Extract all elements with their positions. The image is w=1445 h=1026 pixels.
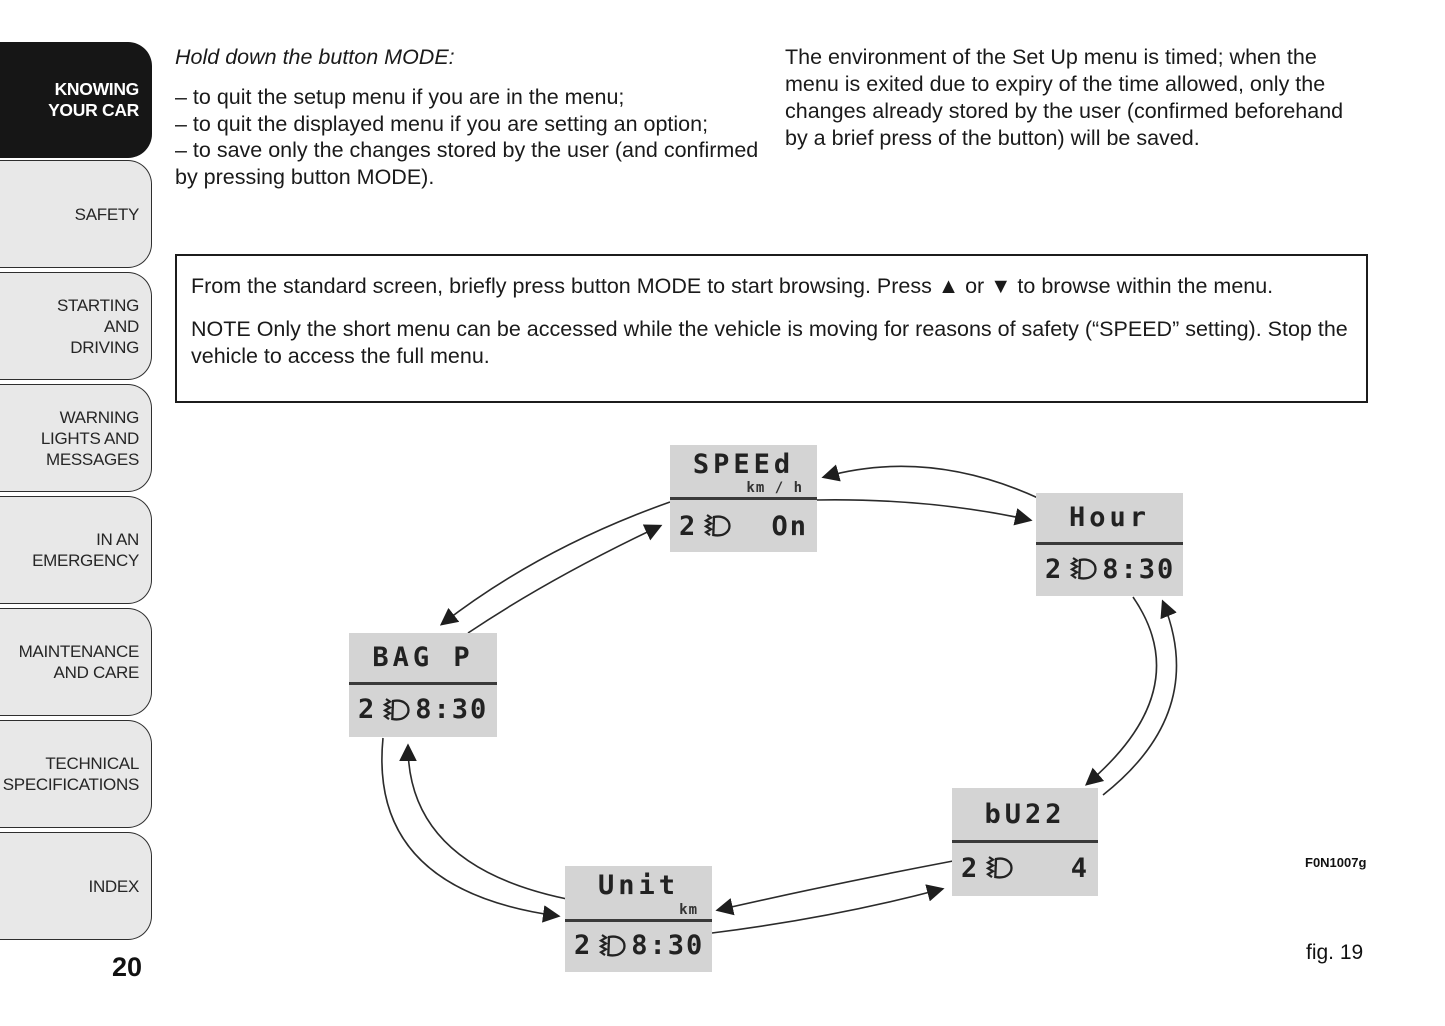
tab-label-line: WARNING: [59, 407, 139, 427]
display-title: Unit: [597, 870, 680, 901]
note-paragraph: NOTE Only the short menu can be accessed while the vehicle is moving for reasons of safety (“SPEED” setting). Stop the vehicle to access the full menu.: [191, 316, 1348, 368]
figure-label: fig. 19: [1306, 941, 1364, 964]
display-speed: [670, 445, 817, 552]
display-title-row: [670, 445, 817, 500]
tab-label-line: MAINTENANCE: [18, 642, 139, 661]
tab-label-line: AND: [104, 316, 139, 336]
display-title: bU22: [984, 798, 1066, 830]
tab-label-line: DRIVING: [70, 337, 139, 357]
dipped-beam-headlight-icon: [983, 854, 1015, 882]
tab-label-line: KNOWING: [54, 79, 139, 99]
beam-level-value: 2: [358, 694, 377, 725]
display-bag-p: [349, 633, 497, 737]
sidebar-tab-warning-lights-and-messages[interactable]: [0, 384, 152, 492]
tab-label-line: YOUR CAR: [48, 100, 139, 120]
display-value: 8:30: [1102, 553, 1176, 585]
sidebar-tab-maintenance-and-care[interactable]: [0, 608, 152, 716]
beam-level-value: 2: [679, 510, 698, 542]
tab-label-line: EMERGENCY: [32, 551, 139, 570]
display-value: On: [771, 510, 808, 542]
display-unit-label: km: [679, 902, 698, 918]
left-text-column: [175, 44, 760, 190]
beam-level-value: 2: [1045, 553, 1064, 585]
display-unit-label: km / h: [746, 480, 803, 496]
sidebar-tab-in-an-emergency[interactable]: [0, 496, 152, 604]
display-title-row: [952, 788, 1098, 843]
dipped-beam-headlight-icon: [596, 932, 628, 960]
page-number: 20: [111, 952, 142, 982]
tab-label-line: STARTING: [57, 295, 139, 315]
sidebar-tab-technical-specifications[interactable]: [0, 720, 152, 828]
right-text-column: [785, 44, 1357, 152]
tab-label-line: MESSAGES: [45, 449, 139, 469]
display-title-row: [349, 633, 497, 685]
sidebar-tab-knowing-your-car[interactable]: [0, 42, 152, 158]
display-status-row: [952, 843, 1098, 893]
display-value: 4: [1070, 852, 1089, 884]
bullet-item: – to quit the displayed menu if you are setting an option;: [175, 111, 709, 136]
note-paragraph: From the standard screen, briefly press button MODE to start browsing. Press ▲ or ▼ to browse within the menu.: [191, 274, 1274, 298]
display-buzzer: [952, 788, 1098, 896]
display-title: SPEEd: [692, 448, 795, 480]
tab-label-line: TECHNICAL: [45, 754, 139, 773]
dipped-beam-headlight-icon: [1067, 555, 1099, 583]
display-value: 8:30: [415, 694, 489, 725]
display-title: BAG P: [372, 642, 474, 673]
bullet-item: – to quit the setup menu if you are in the menu;: [175, 85, 625, 109]
sidebar-tab-starting-and-driving[interactable]: [0, 272, 152, 380]
beam-level-value: 2: [574, 930, 593, 961]
tab-label-line: SAFETY: [74, 204, 139, 224]
display-status-row: [1036, 545, 1183, 593]
display-hour: [1036, 493, 1183, 596]
display-status-row: [349, 685, 497, 734]
tab-label-line: IN AN: [96, 530, 139, 549]
tab-label-line: LIGHTS AND: [40, 428, 139, 448]
lead-heading: Hold down the button MODE:: [175, 45, 455, 69]
sidebar-tab-index[interactable]: [0, 832, 152, 940]
tab-label-line: INDEX: [88, 876, 139, 896]
display-status-row: [670, 500, 817, 552]
bullet-item: – to save only the changes stored by the user (and confirmed by pressing button MODE).: [175, 138, 759, 189]
display-value: 8:30: [631, 930, 705, 961]
dipped-beam-headlight-icon: [701, 512, 733, 540]
beam-level-value: 2: [961, 852, 980, 884]
display-status-row: [565, 922, 712, 969]
tab-label-line: SPECIFICATIONS: [2, 775, 139, 794]
display-title: Hour: [1068, 502, 1151, 533]
sidebar-tab-safety[interactable]: [0, 160, 152, 268]
display-unit: [565, 866, 712, 972]
display-title-row: [565, 866, 712, 922]
setup-menu-paragraph: The environment of the Set Up menu is timed; when the menu is exited due to expiry of the time allowed, only the changes already stored by the user (confirmed beforehand by a brief press of the button) will be saved.: [785, 45, 1344, 150]
note-box: [175, 254, 1368, 403]
figure-code: F0N1007g: [1305, 855, 1367, 870]
tab-label-line: AND CARE: [53, 663, 139, 682]
display-title-row: [1036, 493, 1183, 545]
dipped-beam-headlight-icon: [380, 696, 412, 724]
